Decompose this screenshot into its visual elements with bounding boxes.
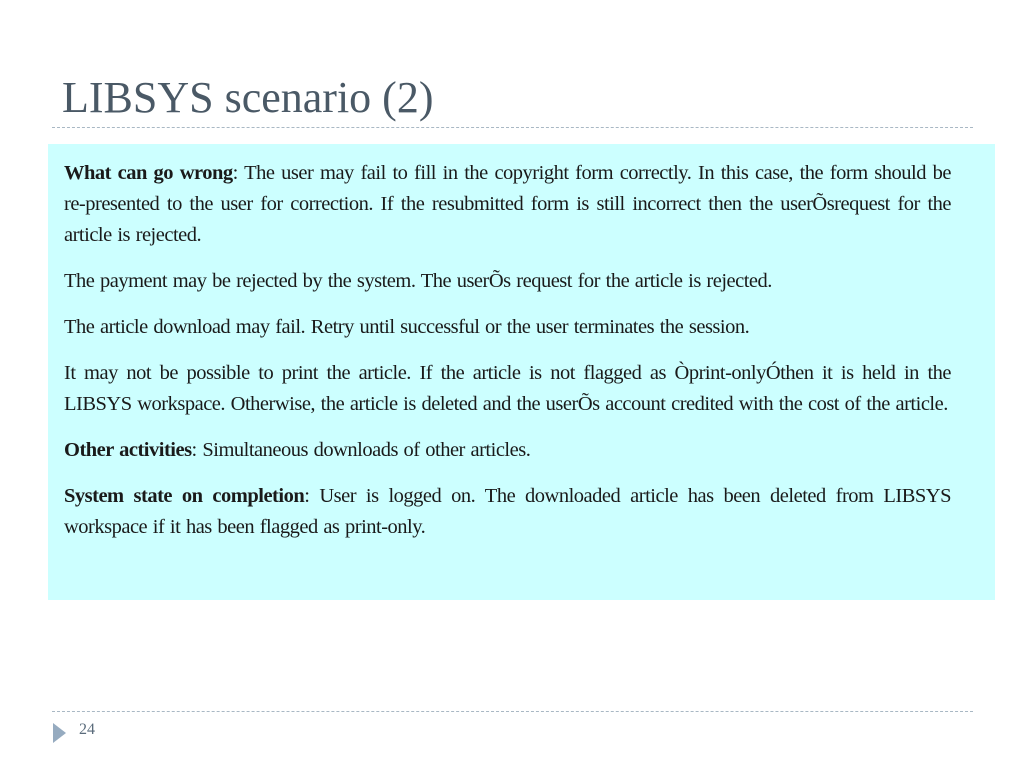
lead-what-can-go-wrong: What can go wrong [64, 162, 233, 184]
paragraph-print-fail [64, 358, 951, 420]
paragraph-system-state [64, 481, 951, 543]
paragraph-download-fail [64, 312, 951, 343]
text-other-activities: : Simultaneous downloads of other articles. [191, 439, 531, 461]
paragraph-payment-rejected [64, 266, 951, 297]
lead-other-activities: Other activities [64, 439, 192, 461]
text-payment-rejected: The payment may be rejected by the system. The userÕs request for the article is rejected. [64, 270, 772, 292]
slide-title: LIBSYS scenario (2) [62, 73, 434, 122]
triangle-right-icon [53, 723, 66, 743]
text-system-state: : User is logged on. The downloaded article has been deleted from LIBSYS workspace if it has been flagged as print-only. [64, 485, 951, 538]
text-what-can-go-wrong: : The user may fail to fill in the copyright form correctly. In this case, the form should be re-presented to the user for correction. If the resubmitted form is still incorrect then the userÕsrequest for the article is rejected. [64, 162, 951, 246]
title-divider [52, 127, 973, 128]
scenario-content-box [48, 144, 995, 600]
paragraph-other-activities [64, 435, 951, 466]
page-number: 24 [79, 721, 95, 738]
text-download-fail: The article download may fail. Retry until successful or the user terminates the session. [64, 316, 750, 338]
footer-divider [52, 711, 973, 712]
lead-system-state: System state on completion [64, 485, 305, 507]
paragraph-what-can-go-wrong [64, 158, 951, 251]
text-print-fail: It may not be possible to print the article. If the article is not flagged as Òprint-onlyÓthen it is held in the LIBSYS workspace. Otherwise, the article is deleted and the userÕs account credited with the cost of the article. [64, 362, 951, 415]
